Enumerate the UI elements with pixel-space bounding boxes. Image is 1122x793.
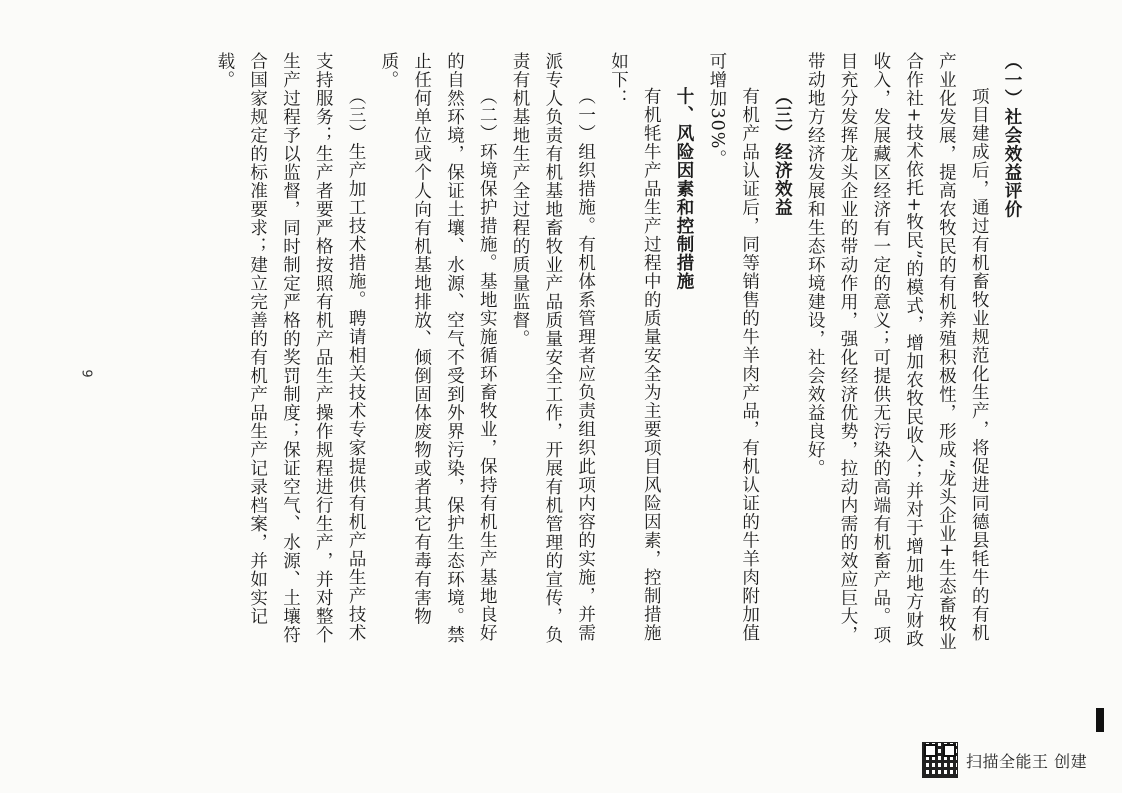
heading-risk-factors: 十、风险因素和控制措施 [674, 87, 695, 291]
paragraph-social-benefit: 项目建成后，通过有机畜牧业规范化生产，将促进同德县牦牛的有机产业化发展，提高农牧民的有机养殖积极性，形成“龙头企业+生态畜牧业合作社+技术依托+牧民”的模式，增加农牧民收入；并对于增加地方财政收入，发展藏区经济有一定的意义；可提供无污染的高端有机畜产品。项目充分发挥龙头企业的带动作用，强化经济优势，拉动内需的效应巨大，带动地方经济发展和生态环境建设，社会效益良好。 [805, 52, 990, 652]
scanner-watermark [922, 742, 1087, 778]
paragraph-economic-benefit: 有机产品认证后，同等销售的牛羊肉产品，有机认证的牛羊肉附加值可增加30%。 [706, 52, 760, 642]
heading-social-benefit: （一）社会效益评价 [1002, 52, 1022, 219]
paragraph-environment-measures: （二）环境保护措施。基地实施循环畜牧业，保持有机生产基地良好的自然环境，保证土壤、水源、空气不受到外界污染，保护生态环境。禁止任何单位或个人向有机基地排放、倾倒固体废物或者其它有毒有害物质。 [378, 52, 498, 644]
heading-economic-benefit: （三）经济效益 [772, 87, 793, 217]
document-body [128, 52, 1028, 652]
paragraph-organization-measures: （一）组织措施。有机体系管理者应负责组织此项内容的实施，并需派专人负责有机基地畜牧业产品质量安全工作，开展有机管理的宣传，负责有机基地生产全过程的质量监督。 [510, 52, 596, 644]
paragraph-production-measures: （三）生产加工技术措施。聘请相关技术专家提供有机产品生产技术支持服务；生产者要严格按照有机产品生产操作规程进行生产，并对整个生产过程予以监督，同时制定严格的奖罚制度；保证空气、水源、土壤符合国家规定的标准要求；建立完善的有机产品生产记录档案，并如实记载。 [214, 52, 367, 644]
watermark-text: 扫描全能王 创建 [966, 751, 1088, 771]
page-number: 9 [78, 369, 94, 378]
qr-code-icon [922, 742, 958, 778]
paragraph-risk-intro: 有机牦牛产品生产过程中的质量安全为主要项目风险因素，控制措施如下： [608, 52, 662, 642]
scan-edge-mark [1096, 708, 1104, 732]
